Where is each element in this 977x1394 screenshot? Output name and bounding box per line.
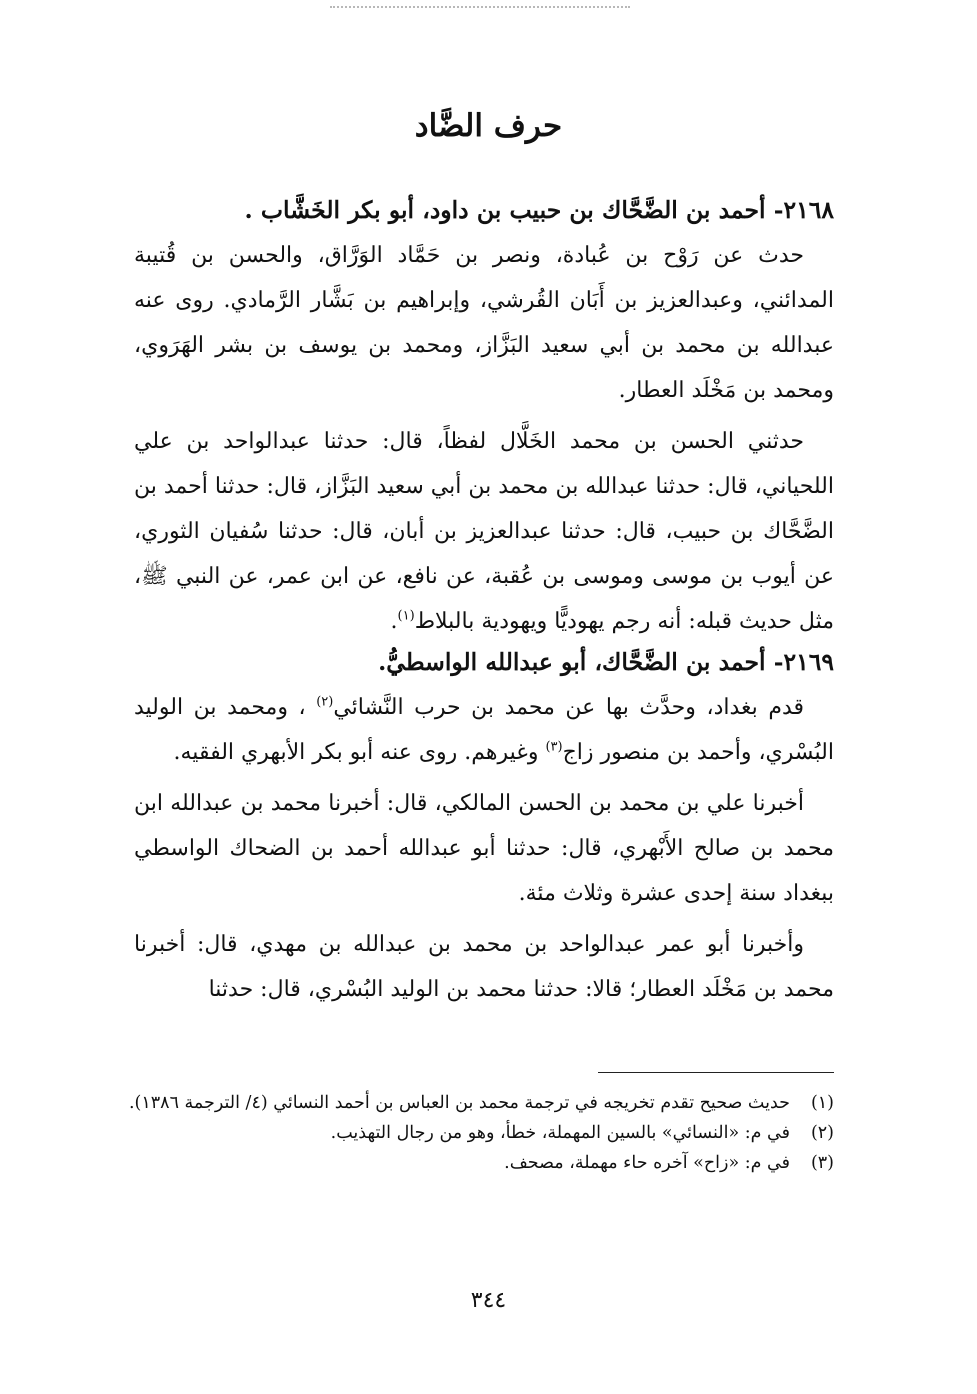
entry-heading: ٢١٦٩- أحمد بن الضَّحَّاك، أبو عبدالله الواسطيُّ.: [378, 648, 834, 676]
entry-paragraph: [134, 419, 834, 644]
paragraph-text: وغيرهم. روى عنه أبو بكر الأبهري الفقيه.: [173, 740, 546, 765]
footnote-number: (٢): [810, 1123, 834, 1143]
footnote-number: (١): [810, 1093, 834, 1113]
footnote-item: [129, 1148, 834, 1178]
footnote-ref: (٣): [545, 739, 563, 755]
entry-2169: [134, 640, 834, 1012]
page-title: حرف الضَّاد: [414, 108, 563, 144]
footnote-number: (٣): [810, 1153, 834, 1173]
footnote-item: [129, 1118, 834, 1148]
entry-paragraph: أخبرنا علي بن محمد بن الحسن المالكي، قال: أخبرنا محمد بن عبدالله ابن محمد بن صالح الأَبْهري، قال: حدثنا أبو عبدالله أحمد بن الضحاك الواسطي ببغداد سنة إحدى عشرة وثلاث مئة.: [134, 791, 834, 906]
footnote-text: حديث صحيح تقدم تخريجه في ترجمة محمد بن العباس بن أحمد النسائي (٤/ الترجمة ١٣٨٦).: [128, 1093, 790, 1113]
page-number: ٣٤٤: [470, 1288, 507, 1313]
footnote-separator: [598, 1072, 834, 1073]
scan-artifact-line: [330, 6, 630, 8]
entry-2168: [134, 188, 834, 644]
footnote-text: في م: «النسائي» بالسين المهملة، خطأ، وهو من رجال التهذيب.: [330, 1123, 790, 1143]
entry-paragraph: وأخبرنا أبو عمر عبدالواحد بن محمد بن عبدالله بن مهدي، قال: أخبرنا محمد بن مَخْلَد العطار؛ قالا: حدثنا محمد بن الوليد البُسْري، قال: حدثنا: [134, 932, 834, 1002]
footnotes: [129, 1088, 834, 1178]
paragraph-text: قدم بغداد، وحدَّث بها عن محمد بن حرب النَّشائي: [333, 695, 805, 720]
footnote-ref: (٢): [316, 694, 334, 710]
entry-paragraph: حدث عن رَوْح بن عُبادة، ونصر بن حَمَّاد الوَرَّاق، والحسن بن قُتيبة المدائني، وعبدالعزيز بن أَبَان القُرشي، وإبراهيم بن بَشَّار الرَّمادي. روى عنه عبدالله بن محمد بن أبي سعيد البَزَّاز، ومحمد بن يوسف بن بشر الهَرَوي، ومحمد بن مَخْلَد العطار.: [134, 243, 834, 403]
footnote-text: في م: «زاح» آخره حاء مهملة، مصحف.: [504, 1153, 790, 1173]
paragraph-text: حدثني الحسن بن محمد الخَلَّال لفظاً، قال: حدثنا عبدالواحد بن علي اللحياني، قال: حدثنا عبدالله بن محمد بن أبي سعيد البَزَّاز، قال: حدثنا أحمد بن الضَّحَّاك بن حبيب، قال: حدثنا عبدالعزيز بن أبان، قال: حدثنا سُفيان الثوري، عن أيوب بن موسى وموسى بن عُقبة، عن نافع، عن ابن عمر، عن النبي ﷺ، مثل حديث قبله: أنه رجم يهوديًّا ويهودية بالبلاط: [134, 429, 834, 634]
paragraph-text: ، ومحمد بن الوليد البُسْري، وأحمد بن منصور زاج: [134, 695, 834, 765]
footnote-item: [129, 1088, 834, 1118]
paragraph-end: .: [390, 609, 398, 634]
entry-paragraph: [134, 685, 834, 775]
footnote-ref: (١): [397, 608, 415, 624]
entry-heading: ٢١٦٨- أحمد بن الضَّحَّاك بن حبيب بن داود، أبو بكر الخَشَّاب .: [244, 196, 834, 224]
